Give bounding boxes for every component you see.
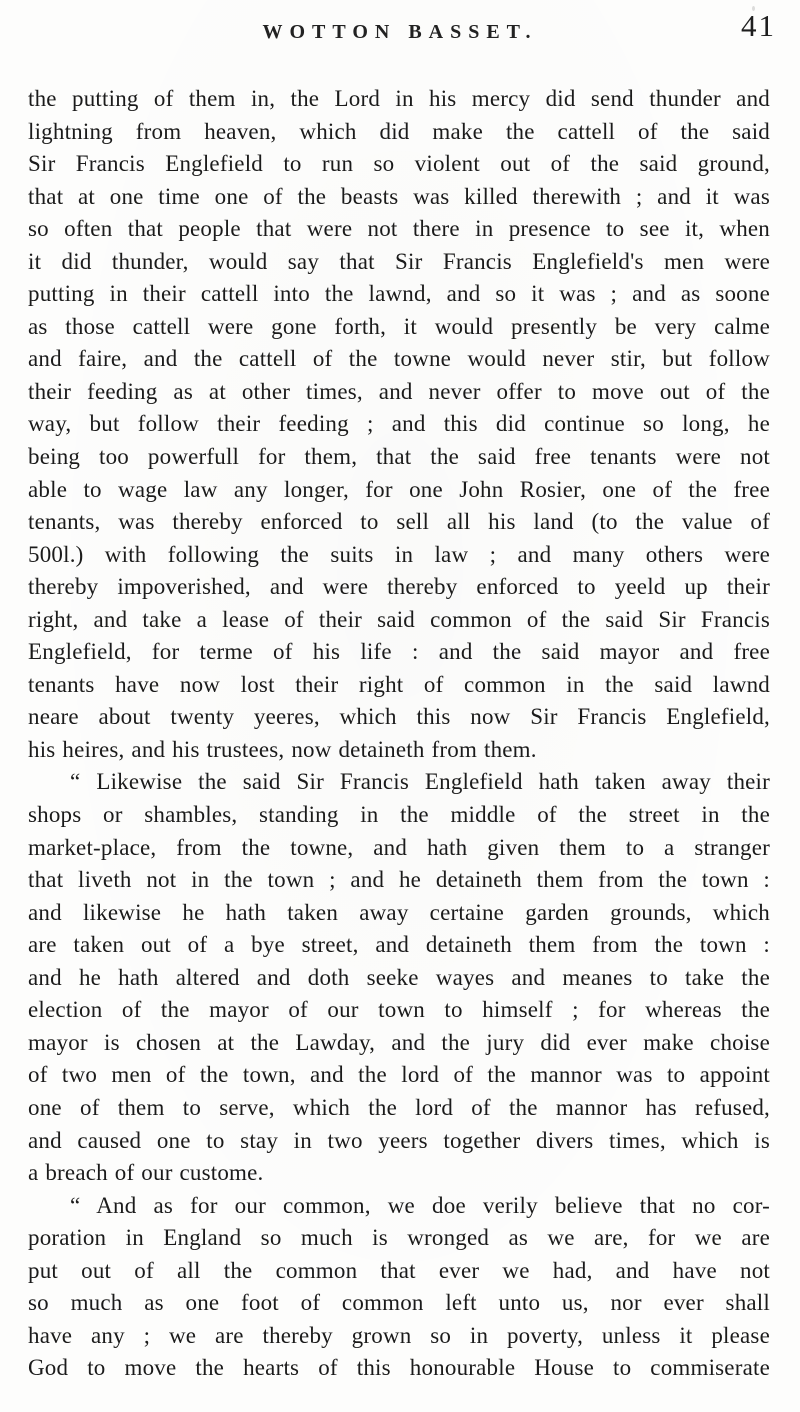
text-line: tenants have now lost their right of common in the said lawnd	[28, 671, 770, 697]
text-line: being too powerfull for them, that the said free tenants were not	[28, 444, 770, 470]
text-line: shops or shambles, standing in the middle of the street in the	[28, 802, 770, 828]
text-line: a breach of our custome.	[28, 1160, 264, 1186]
text-line: right, and take a lease of their said common of the said Sir Francis	[28, 606, 770, 632]
text-line: neare about twenty yeeres, which this now Sir Francis Englefield,	[28, 704, 770, 730]
text-line: and faire, and the cattell of the towne would never stir, but follow	[28, 346, 770, 372]
text-line: so often that people that were not there in presence to see it, when	[28, 216, 770, 242]
page-text	[28, 83, 770, 1385]
text-line: that liveth not in the town ; and he detaineth them from the town :	[28, 867, 770, 893]
scan-speck	[752, 6, 755, 11]
text-line: their feeding as at other times, and never offer to move out of the	[28, 378, 770, 404]
text-line: tenants, was thereby enforced to sell all his land (to the value of	[28, 509, 770, 535]
text-line: election of the mayor of our town to himself ; for whereas the	[28, 997, 770, 1023]
page-number: 41	[741, 8, 776, 43]
text-line: mayor is chosen at the Lawday, and the jury did ever make choise	[28, 1029, 770, 1055]
text-line: and caused one to stay in two yeers together divers times, which is	[28, 1127, 770, 1153]
text-line: as those cattell were gone forth, it would presently be very calme	[28, 313, 770, 339]
text-line: and likewise he hath taken away certaine garden grounds, which	[28, 899, 770, 925]
text-line: 500l.) with following the suits in law ; and many others were	[28, 541, 770, 567]
text-line: “ And as for our common, we doe verily believe that no cor-	[70, 1192, 770, 1218]
text-line: have any ; we are thereby grown so in poverty, unless it please	[28, 1322, 770, 1348]
text-line: putting in their cattell into the lawnd, and so it was ; and as soone	[28, 281, 770, 307]
text-line: one of them to serve, which the lord of the mannor has refused,	[28, 1094, 770, 1120]
text-line: so much as one foot of common left unto us, nor ever shall	[28, 1290, 770, 1316]
text-line: way, but follow their feeding ; and this did continue so long, he	[28, 411, 770, 437]
running-title: WOTTON BASSET.	[262, 21, 538, 43]
text-line: it did thunder, would say that Sir Francis Englefield's men were	[28, 248, 770, 274]
text-line: market-place, from the towne, and hath given them to a stranger	[28, 834, 770, 860]
text-line: lightning from heaven, which did make the cattell of the said	[28, 118, 770, 144]
text-line: put out of all the common that ever we had, and have not	[28, 1257, 770, 1283]
text-line: his heires, and his trustees, now detaineth from them.	[28, 736, 537, 762]
text-line: the putting of them in, the Lord in his mercy did send thunder and	[28, 86, 770, 111]
text-line: “ Likewise the said Sir Francis Englefield hath taken away their	[70, 769, 770, 795]
text-line: able to wage law any longer, for one John Rosier, one of the free	[28, 476, 770, 502]
text-line: are taken out of a bye street, and detaineth them from the town :	[28, 932, 770, 958]
text-line: that at one time one of the beasts was killed therewith ; and it was	[28, 183, 770, 209]
text-line: and he hath altered and doth seeke wayes and meanes to take the	[28, 964, 770, 990]
text-line: Sir Francis Englefield to run so violent out of the said ground,	[28, 151, 770, 177]
text-line: Englefield, for terme of his life : and the said mayor and free	[28, 639, 770, 665]
text-line: thereby impoverished, and were thereby enforced to yeeld up their	[28, 574, 770, 600]
text-line: poration in England so much is wronged as we are, for we are	[28, 1225, 770, 1251]
text-line: of two men of the town, and the lord of the mannor was to appoint	[28, 1062, 770, 1088]
text-line: God to move the hearts of this honourable House to commiserate	[28, 1355, 770, 1381]
